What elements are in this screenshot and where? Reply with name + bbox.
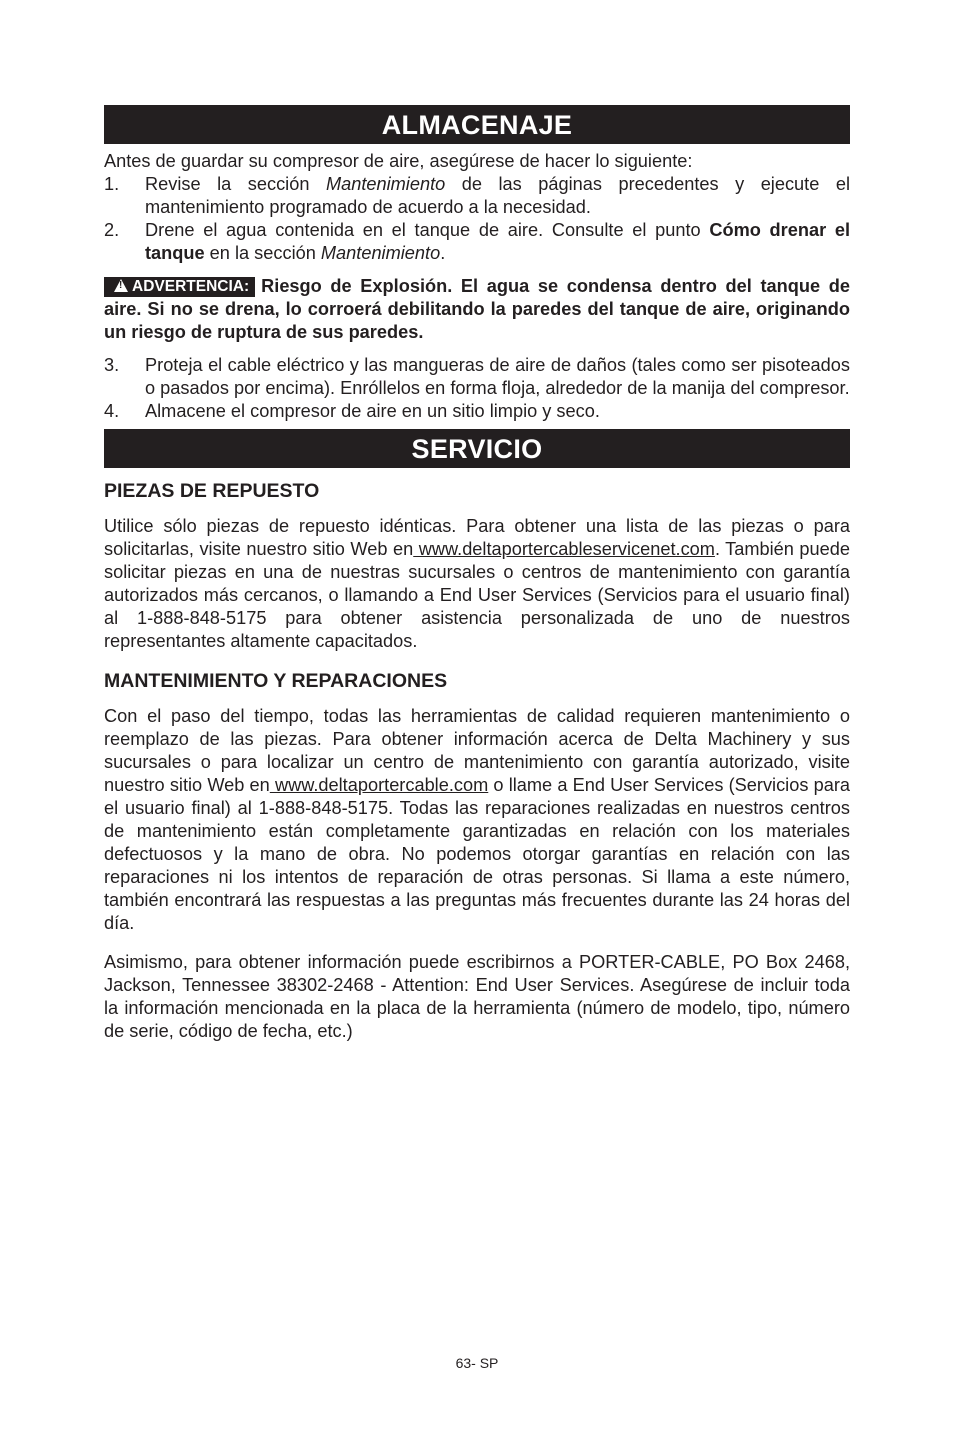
storage-intro: Antes de guardar su compresor de aire, asegúrese de hacer lo siguiente: xyxy=(104,151,693,171)
section-title-almacenaje: ALMACENAJE xyxy=(104,105,850,144)
step-emphasis: Mantenimiento xyxy=(320,243,441,263)
step-text: . xyxy=(440,243,446,263)
step-number: 3. xyxy=(104,355,120,375)
paragraph-contact-address: Asimismo, para obtener información puede escribirnos a PORTER-CABLE, PO Box 2468, Jackson, Tennessee 38302-2468 - Attention: End User Services. Asegúrese de incluir toda la información mencionada en la placa de la herramienta (número de modelo, tipo, número de serie, código de fecha, etc.) xyxy=(104,952,850,1041)
warning-text: Riesgo de Explosión. El agua se condensa dentro del tanque de aire. Si no se drena, lo corroerá debilitando la paredes del tanque de aire, originando un riesgo de ruptura de sus paredes. xyxy=(104,276,850,342)
link-deltaportercableservicenet[interactable]: www.deltaportercableservicenet.com xyxy=(413,539,715,559)
paragraph-text: Utilice sólo piezas de repuesto idénticas. Para obtener una lista de las piezas o para solicitarlas, visite nuestro sitio Web en xyxy=(104,516,850,559)
link-deltaportercable[interactable]: www.deltaportercable.com xyxy=(269,775,489,795)
warning-badge-label: ADVERTENCIA: xyxy=(132,278,250,295)
storage-steps-list xyxy=(104,173,850,265)
paragraph-mantenimiento xyxy=(104,705,850,935)
step-emphasis: Mantenimiento xyxy=(325,174,446,194)
paragraph-text: . También puede solicitar piezas en una de nuestras sucursales o centros de mantenimiento con garantía autorizados más cercanos, o llamando a End User Services (Servicios para el usuario final) al 1-888-848-5175 para obtener asistencia personalizada de uno de nuestros representantes altamente capacitados. xyxy=(104,539,850,651)
step-number: 4. xyxy=(104,401,120,421)
step-text: Proteja el cable eléctrico y las mangueras de aire de daños (tales como ser pisoteados o pasados por encima). Enróllelos en forma floja, alrededor de la manija del compresor. xyxy=(145,355,850,398)
storage-step-2 xyxy=(104,219,850,265)
page-content xyxy=(104,105,850,1043)
step-text: Almacene el compresor de aire en un sitio limpio y seco. xyxy=(145,401,600,421)
page-number: 63- SP xyxy=(455,1355,499,1371)
step-text: Revise la sección xyxy=(145,174,326,194)
storage-step-1 xyxy=(104,173,850,219)
step-strong: Cómo drenar el tanque xyxy=(145,220,850,263)
section-title-servicio: SERVICIO xyxy=(104,429,850,468)
paragraph-piezas xyxy=(104,515,850,653)
heading-mantenimiento: MANTENIMIENTO Y REPARACIONES xyxy=(104,670,448,692)
storage-step-4 xyxy=(104,400,850,423)
step-number: 2. xyxy=(104,220,120,240)
step-text: Drene el agua contenida en el tanque de aire. Consulte el punto xyxy=(145,220,710,240)
warning-badge xyxy=(104,277,255,297)
storage-step-3 xyxy=(104,354,850,400)
step-number: 1. xyxy=(104,174,120,194)
paragraph-text: o llame a End User Services (Servicios para el usuario final) al 1-888-848-5175. Todas las reparaciones realizadas en nuestros centros de mantenimiento están completamente garantizadas en relación con los materiales defectuosos y la mano de obra. No podemos otorgar garantías en relación con las reparaciones ni los intentos de reparación de otras personas. Si llama a este número, también encontrará las respuestas a las preguntas más frecuentes durante las 24 horas del día. xyxy=(104,775,850,933)
heading-piezas-de-repuesto: PIEZAS DE REPUESTO xyxy=(104,480,320,502)
paragraph-text: Con el paso del tiempo, todas las herramientas de calidad requieren mantenimiento o reemplazo de las piezas. Para obtener información acerca de Delta Machinery y sus sucursales o para localizar un centro de mantenimiento con garantía autorizado, visite nuestro sitio Web en xyxy=(104,706,850,795)
storage-steps-list-continued xyxy=(104,354,850,423)
warning-triangle-icon xyxy=(114,279,128,292)
step-text: en la sección xyxy=(204,243,321,263)
step-text: de las páginas precedentes y ejecute el mantenimiento programado de acuerdo a la necesidad. xyxy=(145,174,851,217)
warning-block xyxy=(104,275,850,344)
